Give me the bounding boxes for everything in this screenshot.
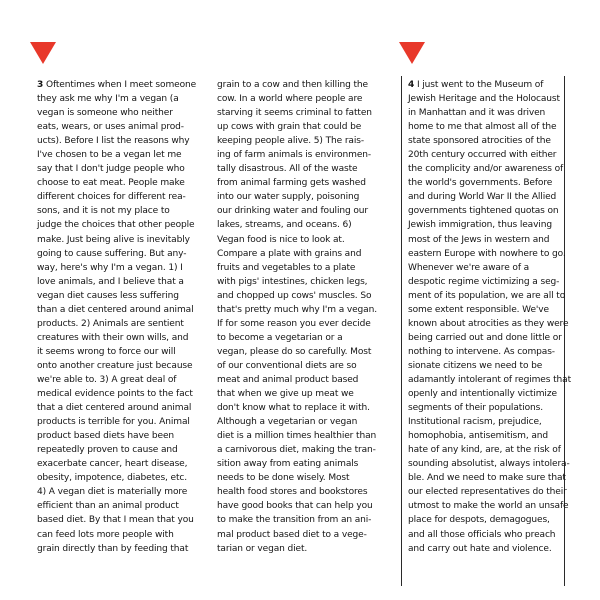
text-line <box>217 429 389 443</box>
text-line <box>217 190 389 204</box>
text-line <box>408 359 560 373</box>
text-line <box>408 429 560 443</box>
text-line-content: our drinking water and fouling our <box>217 206 368 217</box>
text-line-content: most of the Jews in western and <box>408 234 550 245</box>
text-line-content: that a diet centered around animal <box>37 403 192 414</box>
text-line-content: products. 2) Animals are sentient <box>37 318 184 329</box>
text-line-content: starving it seems criminal to fatten <box>217 108 372 119</box>
text-line-content: we're able to. 3) A great deal of <box>37 374 177 385</box>
text-line <box>217 148 389 162</box>
text-line <box>37 513 203 527</box>
text-line <box>217 218 389 232</box>
text-line-content: utmost to make the world an unsafe <box>408 501 569 512</box>
text-line <box>217 485 389 499</box>
text-line <box>408 134 560 148</box>
text-line-content: sons, and it is not my place to <box>37 206 170 217</box>
text-line-content: choose to eat meat. People make <box>37 178 185 189</box>
text-line-content: despotic regime victimizing a seg- <box>408 276 560 287</box>
text-line-content: love animals, and I believe that a <box>37 276 184 287</box>
text-line <box>408 78 560 92</box>
red-triangle-marker-left <box>30 42 56 64</box>
text-line-content: nothing to intervene. As compas- <box>408 346 555 357</box>
text-line <box>408 513 560 527</box>
text-line <box>37 345 203 359</box>
text-line-content: ucts). Before I list the reasons why <box>37 136 190 147</box>
text-line-content: judge the choices that other people <box>37 220 195 231</box>
text-line-content: don't know what to replace it with. <box>217 403 370 414</box>
text-line <box>37 359 203 373</box>
text-line-content: governments tightened quotas on <box>408 206 559 217</box>
text-line-content: needs to be done wisely. Most <box>217 473 350 484</box>
text-line-content: segments of their populations. <box>408 403 543 414</box>
text-line <box>37 415 203 429</box>
text-line <box>217 373 389 387</box>
section-number: 3 <box>37 80 44 90</box>
text-line <box>217 415 389 429</box>
text-line <box>408 106 560 120</box>
text-line-content: Institutional racism, prejudice, <box>408 417 542 428</box>
text-line-content: going to cause suffering. But any- <box>37 248 187 259</box>
text-line <box>37 218 203 232</box>
text-line <box>37 275 203 289</box>
text-line <box>217 303 389 317</box>
text-line-content: medical evidence points to the fact <box>37 389 193 400</box>
text-line <box>37 401 203 415</box>
text-line-content: meat and animal product based <box>217 374 359 385</box>
text-line-content: that's pretty much why I'm a vegan. <box>217 304 377 315</box>
text-line <box>408 373 571 387</box>
text-line <box>37 289 203 303</box>
text-line-content: products is terrible for you. Animal <box>37 417 190 428</box>
text-line-content: and carry out hate and violence. <box>408 543 552 554</box>
text-line <box>408 345 560 359</box>
text-line <box>217 359 389 373</box>
text-line <box>37 176 203 190</box>
text-line-content: health food stores and bookstores <box>217 487 368 498</box>
text-line-content: that when we give up meat we <box>217 389 354 400</box>
text-line-content: Jewish immigration, thus leaving <box>408 220 552 231</box>
text-line <box>408 233 560 247</box>
text-line <box>408 303 560 317</box>
text-line-content: hate of any kind, are, at the risk of <box>408 445 561 456</box>
text-line-content: the complicity and/or awareness of <box>408 164 564 175</box>
text-line <box>217 317 389 331</box>
text-line-content: vegan, please do so carefully. Most <box>217 346 372 357</box>
text-line <box>217 247 389 261</box>
text-line-content: Vegan food is nice to look at. <box>217 234 345 245</box>
text-line <box>217 106 389 120</box>
text-line <box>37 303 203 317</box>
text-line-content: openly and intentionally victimize <box>408 389 557 400</box>
text-line-content: eastern Europe with nowhere to go. <box>408 248 566 259</box>
text-line <box>408 499 569 513</box>
text-line <box>217 528 389 542</box>
text-line-content: up cows with grain that could be <box>217 122 362 133</box>
text-line-content: and during World War II the Allied <box>408 192 557 203</box>
text-line <box>408 471 566 485</box>
text-line <box>37 499 203 513</box>
text-line <box>217 92 389 106</box>
text-line-content: efficient than an animal product <box>37 501 179 512</box>
text-line <box>408 190 560 204</box>
text-line-content: a carnivorous diet, making the tran- <box>217 445 376 456</box>
text-line-content: and chopped up cows' muscles. So <box>217 290 372 301</box>
text-line-content: Oftentimes when I meet someone <box>45 80 197 90</box>
text-line-content: fruits and vegetables to a plate <box>217 262 356 273</box>
text-line-content: diet is a million times healthier than <box>217 431 377 442</box>
text-line-content: being carried out and done little or <box>408 332 562 343</box>
text-line <box>408 261 560 275</box>
text-line <box>37 443 203 457</box>
text-line <box>37 429 203 443</box>
text-line-content: tarian or vegan diet. <box>217 543 308 554</box>
text-line-content: If for some reason you ever decide <box>217 318 371 329</box>
text-line-content: it seems wrong to force our will <box>37 346 176 357</box>
text-line-content: make. Just being alive is inevitably <box>37 234 190 245</box>
red-triangle-marker-right <box>399 42 425 64</box>
text-line <box>37 233 203 247</box>
text-line <box>217 471 389 485</box>
text-line-content: can feed lots more people with <box>37 529 174 540</box>
text-line-content: Compare a plate with grains and <box>217 248 362 259</box>
text-line-content: home to me that almost all of the <box>408 122 557 133</box>
text-line <box>217 233 389 247</box>
text-line-content: our elected representatives do their <box>408 487 567 498</box>
text-line <box>37 542 203 556</box>
text-line-content: cow. In a world where people are <box>217 94 363 105</box>
text-line <box>217 78 389 92</box>
text-line-content: into our water supply, poisoning <box>217 192 360 203</box>
text-line-content: to become a vegetarian or a <box>217 332 343 343</box>
text-line <box>408 443 560 457</box>
text-line-content: I just went to the Museum of <box>416 80 544 90</box>
text-line <box>217 457 389 471</box>
text-line <box>217 387 389 401</box>
text-line-content: product based diets have been <box>37 431 175 442</box>
text-line-content: exacerbate cancer, heart disease, <box>37 459 188 470</box>
text-line <box>408 542 560 556</box>
text-line <box>217 162 389 176</box>
essay-3-column-1 <box>37 78 203 556</box>
text-line <box>217 176 389 190</box>
column-divider-left <box>401 76 402 586</box>
text-line <box>37 162 203 176</box>
text-line <box>408 289 566 303</box>
text-line-content: way, here's why I'm a vegan. 1) I <box>37 262 183 273</box>
section-number: 4 <box>408 80 415 90</box>
text-line <box>37 387 203 401</box>
text-line <box>408 148 560 162</box>
text-line-content: ble. And we need to make sure that <box>408 473 566 484</box>
text-line <box>217 443 389 457</box>
text-line <box>37 134 203 148</box>
text-line-content: some extent responsible. We've <box>408 304 549 315</box>
text-line-content: homophobia, antisemitism, and <box>408 431 549 442</box>
text-line <box>408 218 560 232</box>
text-line <box>408 387 560 401</box>
text-line <box>408 317 569 331</box>
text-line <box>408 176 560 190</box>
text-line-content: from animal farming gets washed <box>217 178 366 189</box>
text-line <box>37 120 203 134</box>
text-line <box>37 106 203 120</box>
text-line-content: sionate citizens we need to be <box>408 360 543 371</box>
text-line-content: than a diet centered around animal <box>37 304 194 315</box>
text-line <box>408 275 560 289</box>
text-line <box>217 542 389 556</box>
text-line-content: keeping people alive. 5) The rais- <box>217 136 364 147</box>
text-line-content: sounding absolutist, always intolera- <box>408 459 570 470</box>
text-line <box>217 134 389 148</box>
text-line <box>37 457 203 471</box>
text-line-content: sition away from eating animals <box>217 459 359 470</box>
text-line <box>408 331 560 345</box>
text-line-content: to make the transition from an ani- <box>217 515 372 526</box>
text-line <box>408 92 560 106</box>
text-line-content: Jewish Heritage and the Holocaust <box>408 94 560 105</box>
text-line <box>217 204 389 218</box>
text-line-content: ment of its population, we are all to <box>408 290 566 301</box>
text-line <box>217 401 389 415</box>
text-line-content: with pigs' intestines, chicken legs, <box>217 276 368 287</box>
text-line <box>408 528 560 542</box>
text-line <box>217 261 389 275</box>
text-line <box>37 148 203 162</box>
text-line <box>408 204 560 218</box>
text-line-content: different choices for different rea- <box>37 192 186 203</box>
text-line-content: vegan is someone who neither <box>37 108 173 119</box>
text-line <box>217 513 389 527</box>
text-line <box>37 317 203 331</box>
text-line <box>37 528 203 542</box>
text-line <box>408 457 570 471</box>
text-line-content: say that I don't judge people who <box>37 164 185 175</box>
text-line-content: Although a vegetarian or vegan <box>217 417 358 428</box>
text-line <box>408 415 560 429</box>
text-line <box>37 92 203 106</box>
text-line <box>408 401 560 415</box>
text-line-content: state sponsored atrocities of the <box>408 136 551 147</box>
text-line-content: adamantly intolerant of regimes that <box>408 374 571 385</box>
essay-3-column-2 <box>217 78 389 556</box>
text-line-content: have good books that can help you <box>217 501 373 512</box>
text-line-content: in Manhattan and it was driven <box>408 108 546 119</box>
text-line <box>37 485 203 499</box>
text-line-content: 4) A vegan diet is materially more <box>37 487 188 498</box>
text-line-content: grain to a cow and then killing the <box>217 80 368 90</box>
text-line-content: ing of farm animals is environmen- <box>217 150 372 161</box>
text-line-content: known about atrocities as they were <box>408 318 569 329</box>
text-line <box>37 190 203 204</box>
text-line-content: eats, wears, or uses animal prod- <box>37 122 184 133</box>
text-line <box>408 120 560 134</box>
text-line-content: based diet. By that I mean that you <box>37 515 194 526</box>
text-line-content: lakes, streams, and oceans. 6) <box>217 220 352 231</box>
text-line <box>217 120 389 134</box>
text-line-content: of our conventional diets are so <box>217 360 357 371</box>
text-line <box>408 485 567 499</box>
text-line-content: they ask me why I'm a vegan (a <box>37 94 179 105</box>
text-line-content: creatures with their own wills, and <box>37 332 189 343</box>
text-line-content: repeatedly proven to cause and <box>37 445 178 456</box>
text-line <box>37 204 203 218</box>
text-line <box>217 275 389 289</box>
text-line <box>408 162 564 176</box>
text-line <box>408 247 566 261</box>
text-line <box>37 471 203 485</box>
text-line <box>37 78 203 92</box>
text-line-content: tally disastrous. All of the waste <box>217 164 358 175</box>
text-line-content: and all those officials who preach <box>408 529 556 540</box>
text-line <box>37 331 203 345</box>
text-line-content: onto another creature just because <box>37 360 193 371</box>
essay-4-column <box>408 78 571 556</box>
text-line <box>37 261 203 275</box>
text-line-content: mal product based diet to a vege- <box>217 529 367 540</box>
text-line-content: 20th century occurred with either <box>408 150 557 161</box>
text-line-content: I've chosen to be a vegan let me <box>37 150 182 161</box>
text-line <box>217 331 389 345</box>
text-line-content: the world's governments. Before <box>408 178 553 189</box>
text-line <box>37 373 203 387</box>
text-line <box>37 247 203 261</box>
text-line <box>217 289 389 303</box>
text-line <box>217 499 389 513</box>
text-line <box>217 345 389 359</box>
text-line-content: obesity, impotence, diabetes, etc. <box>37 473 188 484</box>
text-line-content: place for despots, demagogues, <box>408 515 550 526</box>
text-line-content: vegan diet causes less suffering <box>37 290 179 301</box>
text-line-content: Whenever we're aware of a <box>408 262 530 273</box>
text-line-content: grain directly than by feeding that <box>37 543 189 554</box>
